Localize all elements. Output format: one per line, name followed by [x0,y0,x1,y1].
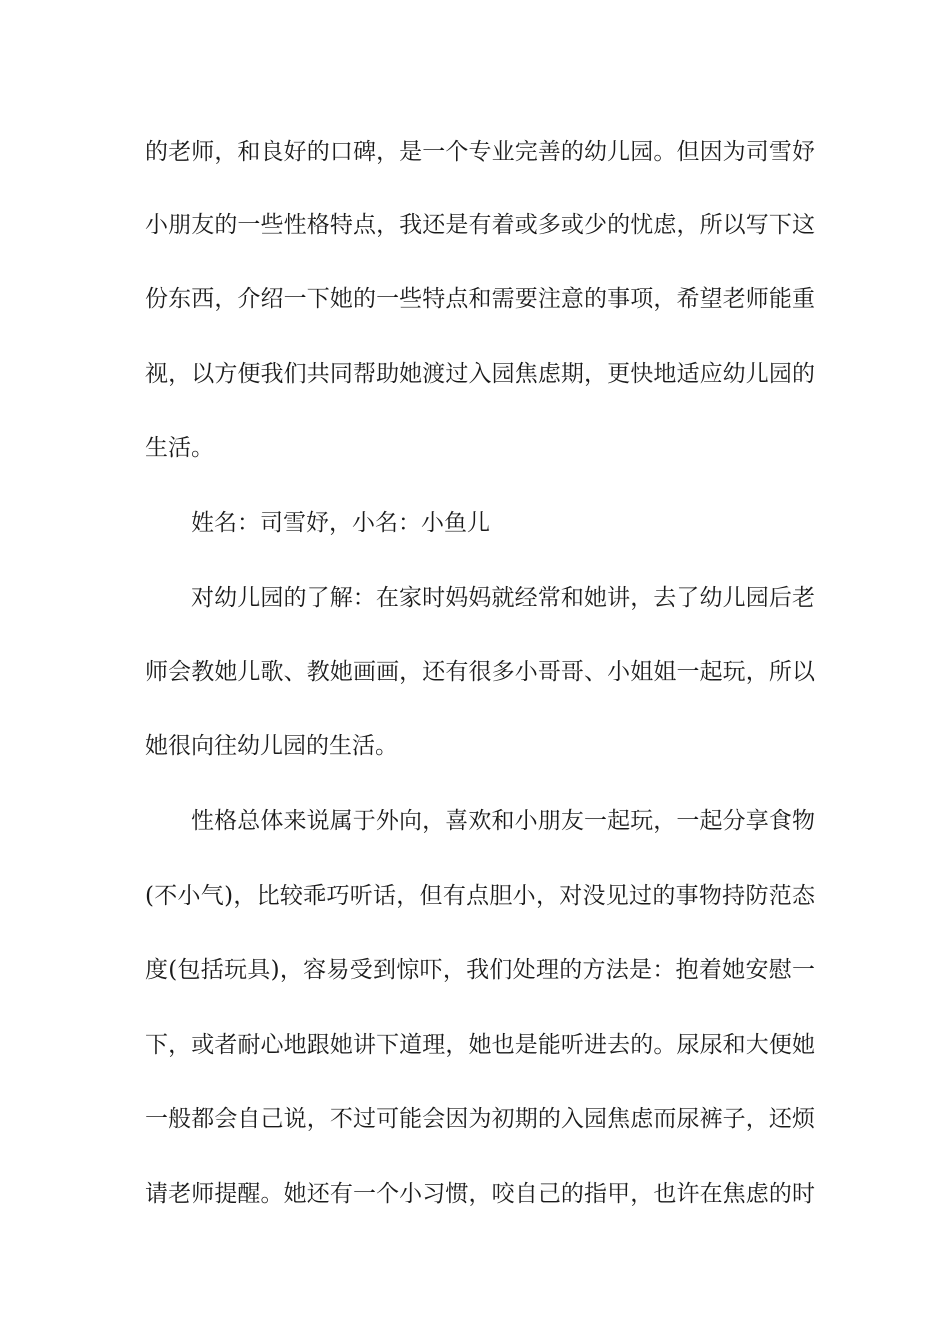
paragraph-1-line-2: 小朋友的一些性格特点，我还是有着或多或少的忧虑，所以写下这 [145,212,815,238]
paragraph-4-line-2: (不小气)，比较乖巧听话，但有点胆小，对没见过的事物持防范态 [145,883,815,909]
paragraph-1-line-3: 份东西，介绍一下她的一些特点和需要注意的事项，希望老师能重 [145,286,815,312]
paragraph-4-line-5: 一般都会自己说，不过可能会因为初期的入园焦虑而尿裤子，还烦 [145,1106,815,1132]
paragraph-1-line-1: 的老师，和良好的口碑，是一个专业完善的幼儿园。但因为司雪妤 [145,139,815,165]
paragraph-4-line-1: 性格总体来说属于外向，喜欢和小朋友一起玩，一起分享食物 [191,808,815,834]
paragraph-4-line-6: 请老师提醒。她还有一个小习惯，咬自己的指甲，也许在焦虑的时 [145,1181,815,1207]
paragraph-1-line-4: 视，以方便我们共同帮助她渡过入园焦虑期，更快地适应幼儿园的 [145,361,815,387]
paragraph-2-line-1: 姓名：司雪妤，小名：小鱼儿 [191,510,490,536]
paragraph-3-line-2: 师会教她儿歌、教她画画，还有很多小哥哥、小姐姐一起玩，所以 [145,659,815,685]
paragraph-1-line-5: 生活。 [145,435,214,461]
paragraph-3-line-3: 她很向往幼儿园的生活。 [145,733,398,759]
paragraph-4-line-3: 度(包括玩具)，容易受到惊吓，我们处理的方法是：抱着她安慰一 [145,957,815,983]
paragraph-3-line-1: 对幼儿园的了解：在家时妈妈就经常和她讲，去了幼儿园后老 [191,585,815,611]
paragraph-4-line-4: 下，或者耐心地跟她讲下道理，她也是能听进去的。尿尿和大便她 [145,1032,815,1058]
